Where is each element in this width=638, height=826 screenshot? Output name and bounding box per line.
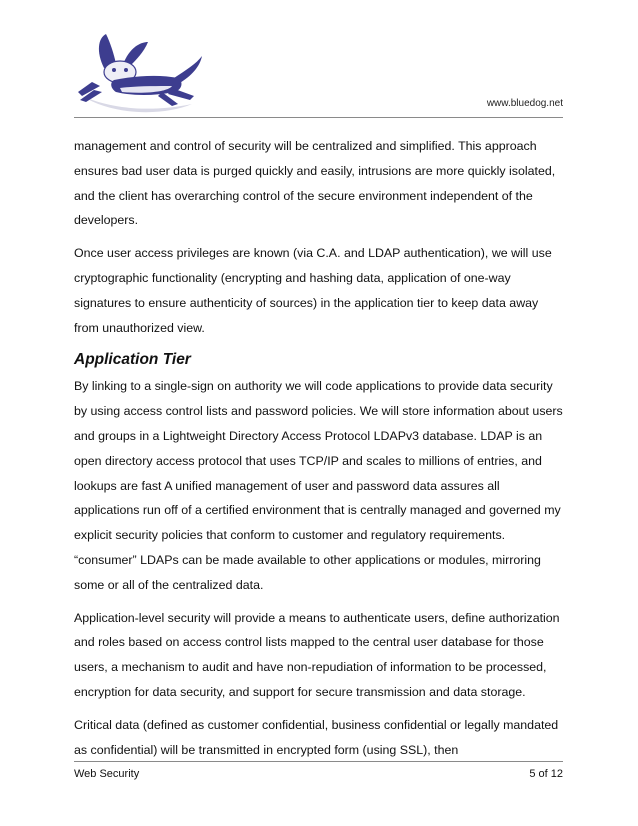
paragraph: management and control of security will be centralized and simplified. This approach ensures bad user data is purged quickly and easily, intrusions are more quickly isolated, and the client has overarching control of the secure environment independent of the developers.: [74, 139, 556, 228]
page-number: 5 of 12: [529, 768, 563, 780]
section-heading: Application Tier: [74, 351, 191, 369]
footer-title: Web Security: [74, 768, 140, 780]
paragraph: Critical data (defined as customer confidential, business confidential or legally mandated as confidential) will be transmitted in encrypted form (using SSL), then: [74, 717, 559, 757]
site-url: www.bluedog.net: [486, 98, 563, 109]
footer-divider: [74, 761, 563, 762]
paragraph: By linking to a single-sign on authority we will code applications to provide data security by using access control lists and password policies. We will store information about users and groups in a Lightweight Directory Access Protocol LDAPv3 database. LDAP is an open directory access protocol that uses TCP/IP and scales to millions of entries, and lookups are fast A unified management of user and password data assures all applications run off of a certified environment that is centrally managed and governed my explicit security policies that conform to customer and regulatory requirements. “consumer” LDAPs can be made available to other applications or modules, mirroring some or all of the centralized data.: [74, 379, 563, 592]
paragraph: Once user access privileges are known (via C.A. and LDAP authentication), we will use cryptographic functionality (encrypting and hashing data, application of one-way signatures to ensure authenticity of sources) in the application tier to keep data away from unauthorized view.: [74, 246, 552, 335]
bluedog-logo: [74, 30, 206, 116]
paragraph: Application-level security will provide a means to authenticate users, define authorization and roles based on access control lists mapped to the central user database for those users, a mechanism to audit and have non-repudiation of information to be processed, encryption for data security, and support for secure transmission and data storage.: [74, 610, 560, 699]
document-body: [74, 134, 564, 770]
header-divider: [74, 117, 563, 118]
